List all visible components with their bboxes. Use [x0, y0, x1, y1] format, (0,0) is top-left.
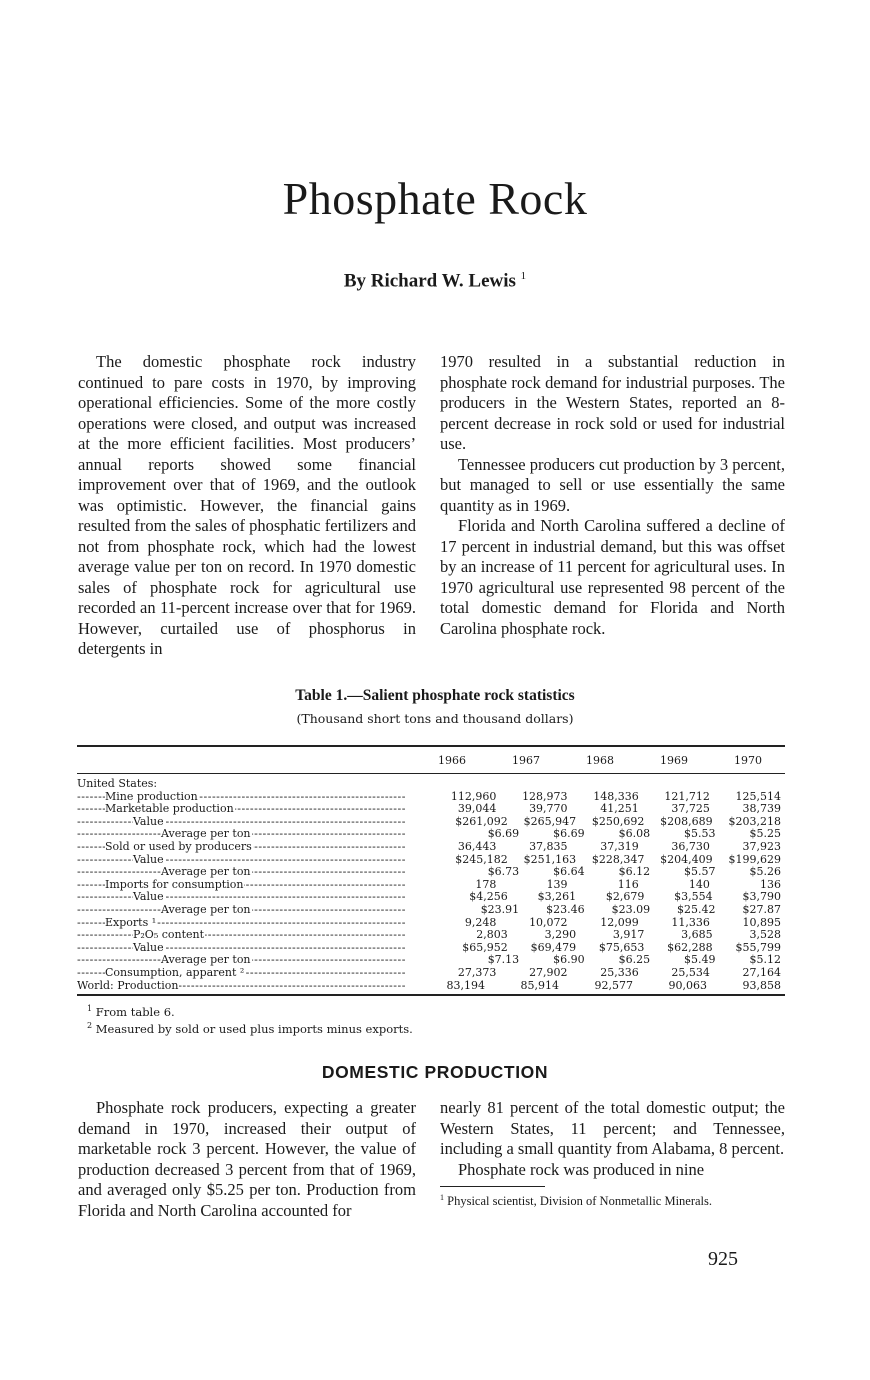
- table-row: [77, 917, 785, 930]
- table-cell: 27,902: [529, 965, 568, 979]
- table-cell: 36,730: [671, 839, 710, 853]
- intro-paragraph-1: The domestic phosphate rock industry continued to pare costs in 1970, by improving operational efficiencies. Some of the more costly operations were closed, and output was increased at the more efficient facilities. Most producers’ annual reports showed some financial improvement over that of 1969, and the outlook was optimistic. However, the financial gains resulted from the sales of phosphatic fertilizers and not from phosphate rock, which had the lowest average value per ton on record. In 1970 domestic sales of phosphate rock for agricultural use recorded an 11-percent increase over that for 1969. However, curtailed use of phosphorus in detergents in: [78, 352, 416, 658]
- table-cell: $208,689: [660, 814, 713, 828]
- salient-statistics-table: [77, 745, 785, 1036]
- table-cell: 39,770: [529, 802, 568, 816]
- table-cell: $5.25: [749, 827, 781, 841]
- row-label: [77, 841, 429, 854]
- page-footnote-text: Physical scientist, Division of Nonmetallic Minerals.: [447, 1194, 713, 1209]
- table-cell: $5.57: [684, 865, 716, 879]
- row-label: [77, 879, 429, 892]
- footnote-rule: [440, 1186, 545, 1187]
- row-label-text: Value: [133, 815, 164, 828]
- table-cell: $199,629: [728, 852, 781, 866]
- table-cell: 116: [617, 877, 639, 891]
- footnote-marker: 2: [87, 1020, 93, 1030]
- table-cell: 83,194: [446, 978, 485, 992]
- table-header-row: [77, 747, 785, 774]
- table-title: Table 1.—Salient phosphate rock statistics: [295, 687, 575, 704]
- footnote-text: From table 6.: [95, 1004, 175, 1019]
- table-cell: $228,347: [591, 852, 645, 866]
- page-footnote-marker: 1: [440, 1193, 444, 1202]
- intro-continuation: 1970 resulted in a substantial reduction in phosphate rock demand for industrial purposes. The producers in the Western States, reported an 8-percent decrease in rock sold or used for industrial use.: [440, 352, 785, 453]
- row-label-text: Average per ton: [161, 903, 251, 916]
- table-cell: $4,256: [469, 890, 508, 904]
- table-cell: 37,923: [742, 839, 782, 853]
- table-cell: 178: [475, 877, 497, 891]
- row-label: [77, 942, 443, 955]
- table-cell: $3,261: [537, 890, 577, 904]
- table-cell: $5.12: [749, 953, 781, 967]
- table-cell: 25,336: [600, 965, 639, 979]
- table-cell: 3,528: [749, 928, 781, 942]
- footnote-marker: 1: [87, 1004, 93, 1014]
- section-continuation: nearly 81 percent of the total domestic output; the Western States, 11 percent; and Tennessee, including a small quantity from Alabama, 8 percent.: [440, 1098, 785, 1158]
- table-row: [77, 803, 785, 816]
- row-label: [77, 980, 415, 993]
- table-cell: 125,514: [735, 789, 782, 803]
- table-cell: 9,248: [464, 915, 497, 929]
- table-cell: $251,163: [523, 852, 577, 866]
- row-label-text: Value: [133, 891, 164, 904]
- row-label: [77, 929, 443, 942]
- table-cell: 93,858: [742, 978, 781, 992]
- table-cell: [637, 778, 711, 791]
- table-footnote: [77, 1019, 785, 1036]
- table-cell: 27,164: [742, 965, 782, 979]
- column-header: 1970: [734, 753, 762, 767]
- row-label: [77, 816, 443, 829]
- intro-right-column: [440, 352, 785, 639]
- table-cell: $245,182: [455, 852, 508, 866]
- table-row: [77, 980, 785, 993]
- table-cell: 38,739: [742, 802, 782, 816]
- row-label-text: Average per ton: [161, 828, 251, 841]
- table-cell: 39,044: [457, 802, 497, 816]
- table-cell: 112,960: [450, 789, 497, 803]
- table-cell: $265,947: [523, 814, 577, 828]
- table-cell: $69,479: [530, 940, 577, 954]
- author-footnote-marker: 1: [520, 270, 527, 282]
- table-row: [77, 866, 785, 879]
- row-label: [77, 891, 443, 904]
- row-label-text: Value: [133, 941, 164, 954]
- row-label-text: United States:: [77, 778, 158, 790]
- column-header: 1967: [512, 753, 540, 767]
- table-cell: $6.73: [487, 865, 520, 879]
- table-row: [77, 778, 785, 791]
- author-name: By Richard W. Lewis: [343, 270, 516, 292]
- table-cell: 92,577: [594, 978, 633, 992]
- table-cell: $250,692: [591, 814, 645, 828]
- table-cell: $23.09: [611, 902, 651, 916]
- table-cell: 3,685: [681, 928, 713, 942]
- row-label: [77, 904, 458, 917]
- table-cell: $55,799: [735, 940, 781, 954]
- table-cell: 27,373: [457, 965, 497, 979]
- row-label-text: Sold or used by producers: [105, 840, 252, 853]
- page-title: Phosphate Rock: [282, 173, 588, 224]
- table-row: [77, 854, 785, 867]
- table-cell: 128,973: [522, 789, 568, 803]
- column-header: 1966: [438, 753, 466, 767]
- table-cell: $203,218: [728, 814, 781, 828]
- table-cell: $2,679: [605, 890, 645, 904]
- row-label-text: Value: [133, 853, 164, 866]
- section-heading: DOMESTIC PRODUCTION: [321, 1062, 549, 1082]
- table-row: [77, 967, 785, 980]
- table-cell: $23.46: [546, 902, 585, 916]
- row-label-text: Average per ton: [161, 866, 251, 879]
- table-cell: $6.12: [618, 865, 651, 879]
- table-row: [77, 841, 785, 854]
- row-label-text: Average per ton: [161, 954, 251, 967]
- table-cell: [489, 778, 563, 791]
- table-cell: $65,952: [462, 940, 508, 954]
- table-cell: $6.64: [553, 865, 585, 879]
- intro-paragraph-3: Florida and North Carolina suffered a decline of 17 percent in industrial demand, but this was offset by an increase of 11 percent for agricultural uses. In 1970 agricultural use represented 98 percent of the total domestic demand for Florida and North Carolina phosphate rock.: [440, 516, 785, 638]
- table-cell: $75,653: [598, 940, 645, 954]
- table-cell: 37,319: [600, 839, 639, 853]
- row-label-text: Imports for consumption: [105, 878, 244, 891]
- table-cell: $6.69: [553, 827, 585, 841]
- row-label: [77, 828, 458, 841]
- table-cell: $3,554: [674, 890, 713, 904]
- row-label: [77, 866, 458, 879]
- section-paragraph-1: Phosphate rock producers, expecting a greater demand in 1970, increased their output of marketable rock 3 percent. However, the value of production decreased 3 percent from that of 1969, and averaged only $5.25 per ton. Production from Florida and North Carolina accounted for: [78, 1098, 416, 1220]
- table-cell: $6.25: [618, 953, 651, 967]
- table-cell: 121,712: [664, 789, 710, 803]
- table-cell: $5.53: [684, 827, 716, 841]
- table-cell: $6.08: [618, 827, 651, 841]
- section-right-column: [440, 1098, 785, 1208]
- table-cell: $6.90: [553, 953, 585, 967]
- row-label-text: P₂O₅ content: [133, 929, 205, 942]
- row-label: [77, 917, 429, 930]
- column-header: 1969: [660, 753, 688, 767]
- table-cell: 25,534: [671, 965, 710, 979]
- row-label: [77, 854, 443, 867]
- table-cell: $23.91: [480, 902, 520, 916]
- row-label: [77, 803, 429, 816]
- table-cell: 140: [688, 877, 710, 891]
- table-cell: [415, 778, 489, 791]
- page-footnote: [440, 1191, 785, 1208]
- table-cell: 90,063: [668, 978, 707, 992]
- section-paragraph-2: Phosphate rock was produced in nine: [458, 1159, 705, 1179]
- row-label: [77, 967, 429, 980]
- table-cell: $6.69: [487, 827, 520, 841]
- table-cell: $27.87: [742, 902, 781, 916]
- table-cell: 12,099: [600, 915, 639, 929]
- row-label-text: Marketable production: [105, 803, 234, 816]
- row-label: [77, 778, 415, 791]
- page-number: 925: [708, 1248, 738, 1270]
- table-cell: 10,072: [529, 915, 568, 929]
- byline: [0, 270, 870, 292]
- row-label: [77, 791, 429, 804]
- table-cell: $25.42: [677, 902, 716, 916]
- table-cell: 36,443: [457, 839, 497, 853]
- row-label: [77, 954, 458, 967]
- table-body: [77, 774, 785, 992]
- table-row: [77, 942, 785, 955]
- table-cell: $5.49: [684, 953, 716, 967]
- table-row: [77, 904, 785, 917]
- table-cell: 3,917: [612, 928, 645, 942]
- row-label-text: Exports ¹: [105, 916, 157, 929]
- intro-left-column: [78, 352, 416, 660]
- column-header: 1968: [586, 753, 614, 767]
- table-cell: [563, 778, 637, 791]
- table-cell: $3,790: [742, 890, 781, 904]
- table-row: [77, 816, 785, 829]
- footnote-text: Measured by sold or used plus imports minus exports.: [95, 1021, 413, 1036]
- table-cell: 10,895: [742, 915, 782, 929]
- row-label-text: Consumption, apparent ²: [105, 966, 245, 979]
- table-cell: 37,835: [529, 839, 568, 853]
- table-cell: 11,336: [671, 915, 710, 929]
- table-cell: 2,803: [476, 928, 508, 942]
- table-cell: 139: [546, 877, 568, 891]
- row-label-text: Mine production: [105, 790, 198, 803]
- intro-paragraph-2: Tennessee producers cut production by 3 percent, but managed to sell or use essentially the same quantity as in 1969.: [440, 454, 785, 515]
- table-subtitle: (Thousand short tons and thousand dollars): [296, 711, 574, 726]
- table-cell: $62,288: [667, 940, 713, 954]
- table-cell: $5.26: [749, 865, 781, 879]
- row-label-text: World: Production: [77, 979, 179, 992]
- table-cell: $7.13: [487, 953, 520, 967]
- section-left-column: [78, 1098, 416, 1221]
- table-cell: 136: [760, 877, 782, 891]
- table-cell: [711, 778, 785, 791]
- table-cell: $204,409: [660, 852, 713, 866]
- table-cell: 37,725: [671, 802, 710, 816]
- table-cell: $261,092: [455, 814, 508, 828]
- table-cell: 3,290: [544, 928, 577, 942]
- table-cell: 41,251: [600, 802, 639, 816]
- table-cell: 148,336: [593, 789, 639, 803]
- table-row: [77, 929, 785, 942]
- table-cell: 85,914: [520, 978, 559, 992]
- table-footnote: [77, 1002, 785, 1019]
